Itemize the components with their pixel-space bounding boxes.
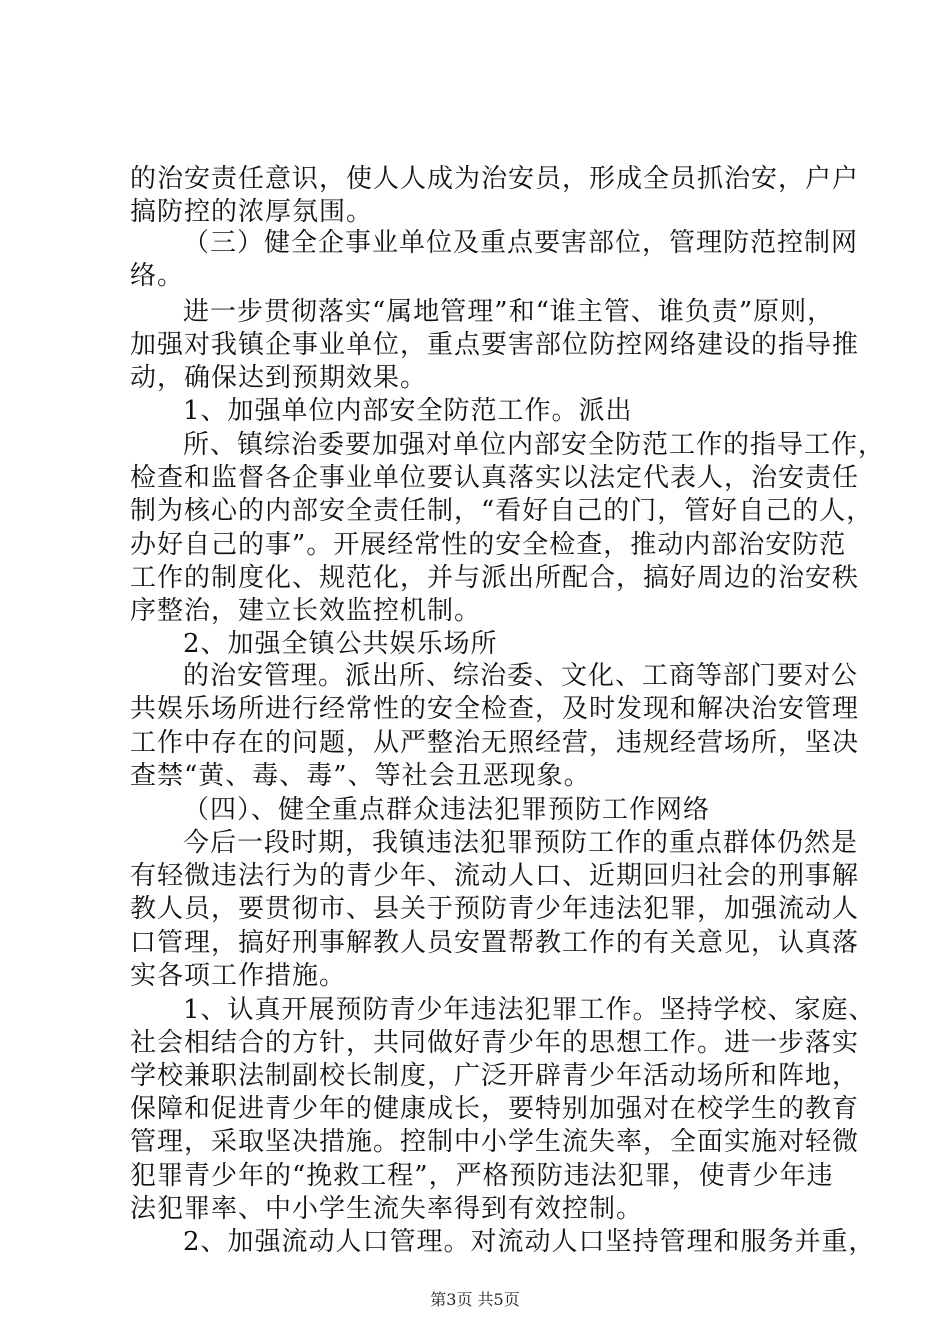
text-line: 共娱乐场所进行经常性的安全检查，及时发现和解决治安管理 [130, 694, 860, 724]
text-line: 搞防控的浓厚氛围。 [130, 197, 374, 227]
text-line: 络。 [130, 261, 185, 291]
text-line: 检查和监督各企事业单位要认真落实以法定代表人，治安责任 [130, 463, 860, 493]
text-line: 社会相结合的方针，共同做好青少年的思想工作。进一步落实 [130, 1028, 860, 1058]
text-line: 今后一段时期，我镇违法犯罪预防工作的重点群体仍然是 [183, 828, 859, 858]
text-line: 所、镇综治委要加强对单位内部安全防范工作的指导工作， [183, 430, 886, 460]
text-line: 犯罪青少年的“挽救工程”，严格预防违法犯罪，使青少年违 [130, 1161, 834, 1191]
text-line: 查禁“黄、毒、毒”、等社会丑恶现象。 [130, 761, 591, 791]
text-line: 动，确保达到预期效果。 [130, 363, 428, 393]
text-line: 保障和促进青少年的健康成长，要特别加强对在校学生的教育 [130, 1094, 860, 1124]
text-line: 制为核心的内部安全责任制，“看好自己的门，管好自己的人， [130, 496, 874, 526]
text-line: 办好自己的事”。开展经常性的安全检查，推动内部治安防范 [130, 530, 847, 560]
text-line: （四）、健全重点群众违法犯罪预防工作网络 [183, 795, 711, 825]
page-footer: 第3页 共5页 [430, 1290, 520, 1309]
text-line: 2、加强全镇公共娱乐场所 [183, 629, 498, 659]
text-line: 的治安管理。派出所、综治委、文化、工商等部门要对公 [183, 661, 859, 691]
text-line: 进一步贯彻落实“属地管理”和“谁主管、谁负责”原则， [183, 297, 835, 327]
text-line: 管理，采取坚决措施。控制中小学生流失率，全面实施对轻微 [130, 1127, 860, 1157]
text-line: （三）健全企事业单位及重点要害部位，管理防范控制网 [183, 228, 859, 258]
text-line: 1、加强单位内部安全防范工作。派出 [183, 396, 633, 426]
text-line: 2、加强流动人口管理。对流动人口坚持管理和服务并重， [183, 1227, 876, 1257]
text-line: 工作中存在的问题，从严整治无照经营，违规经营场所，坚决 [130, 728, 860, 758]
text-line: 学校兼职法制副校长制度，广泛开辟青少年活动场所和阵地， [130, 1061, 860, 1091]
text-line: 工作的制度化、规范化，并与派出所配合，搞好周边的治安秩 [130, 563, 860, 593]
text-line: 实各项工作措施。 [130, 961, 347, 991]
text-line: 有轻微违法行为的青少年、流动人口、近期回归社会的刑事解 [130, 861, 860, 891]
text-line: 1、认真开展预防青少年违法犯罪工作。坚持学校、家庭、 [183, 995, 876, 1025]
text-line: 口管理，搞好刑事解教人员安置帮教工作的有关意见，认真落 [130, 928, 860, 958]
text-line: 法犯罪率、中小学生流失率得到有效控制。 [130, 1194, 644, 1224]
text-line: 教人员，要贯彻市、县关于预防青少年违法犯罪，加强流动人 [130, 894, 860, 924]
text-line: 的治安责任意识，使人人成为治安员，形成全员抓治安，户户 [130, 164, 860, 194]
text-line: 加强对我镇企事业单位，重点要害部位防控网络建设的指导推 [130, 330, 860, 360]
text-line: 序整治，建立长效监控机制。 [130, 596, 482, 626]
